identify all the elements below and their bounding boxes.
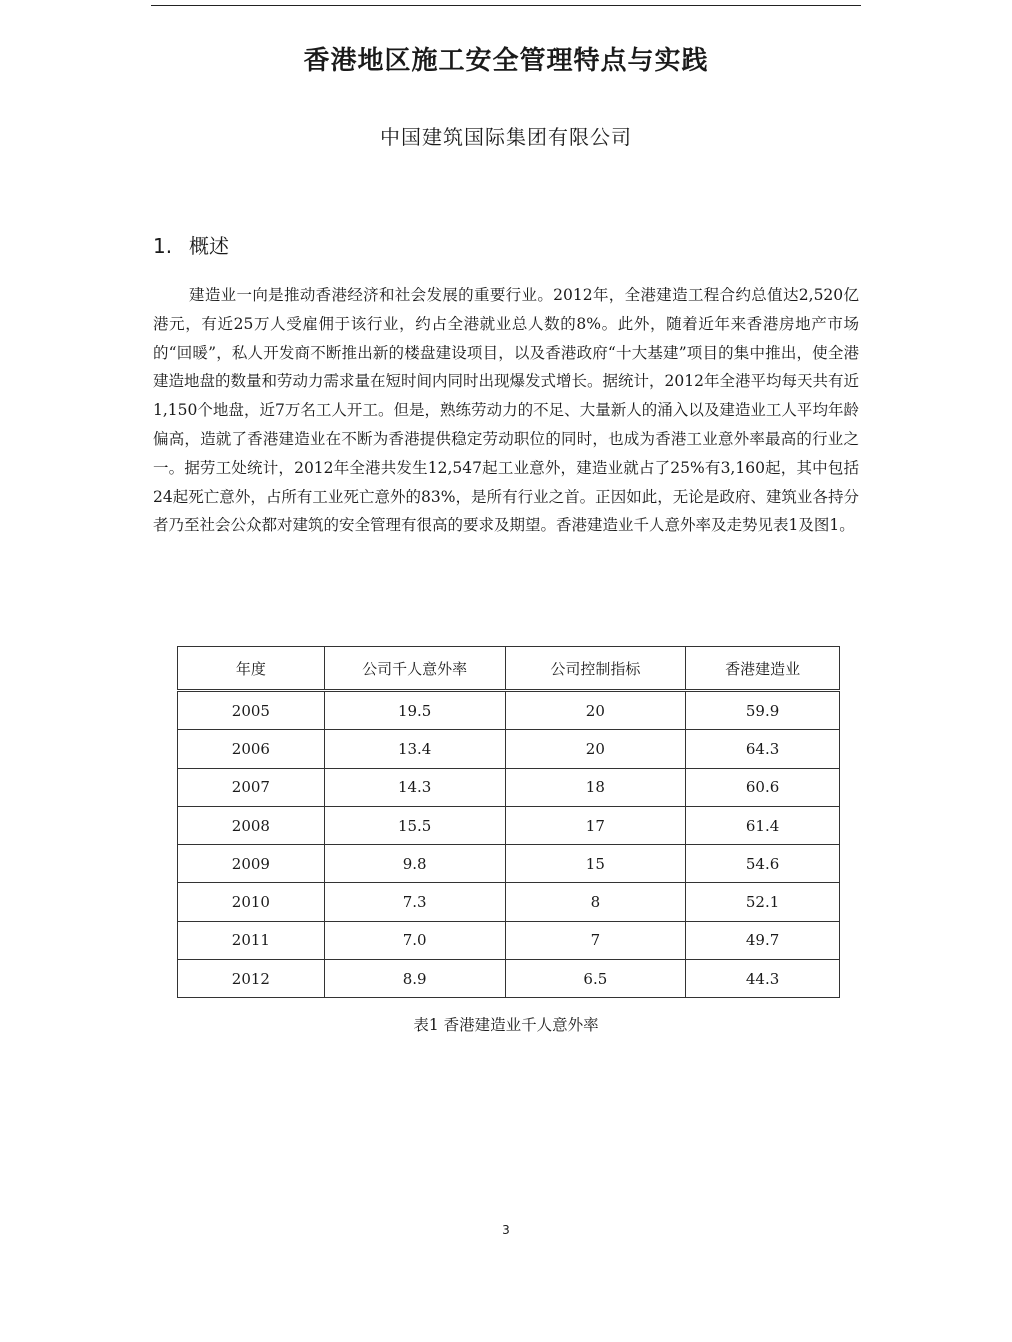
table-cell: 2009 <box>178 845 325 883</box>
table-cell: 20 <box>505 691 686 730</box>
table-cell: 7 <box>505 921 686 959</box>
table-cell: 7.3 <box>324 883 505 921</box>
table-row <box>178 730 840 768</box>
section-heading <box>153 232 229 260</box>
accident-rate-table <box>177 646 840 998</box>
table-cell: 15.5 <box>324 806 505 844</box>
page-number: 3 <box>502 1223 510 1237</box>
section-number: 1. <box>153 234 173 258</box>
table-header-row <box>178 647 840 691</box>
table-cell: 14.3 <box>324 768 505 806</box>
table-cell: 8.9 <box>324 960 505 998</box>
table-cell: 2006 <box>178 730 325 768</box>
table-row <box>178 960 840 998</box>
table-cell: 54.6 <box>686 845 840 883</box>
column-header: 公司控制指标 <box>505 647 686 691</box>
table-cell: 17 <box>505 806 686 844</box>
table-cell: 61.4 <box>686 806 840 844</box>
table-cell: 2010 <box>178 883 325 921</box>
table-caption: 表1 香港建造业千人意外率 <box>413 1016 599 1034</box>
header-rule <box>151 5 861 6</box>
table-cell: 19.5 <box>324 691 505 730</box>
table-row <box>178 883 840 921</box>
table-cell: 13.4 <box>324 730 505 768</box>
table-cell: 2012 <box>178 960 325 998</box>
table-cell: 20 <box>505 730 686 768</box>
table-cell: 2005 <box>178 691 325 730</box>
table-cell: 7.0 <box>324 921 505 959</box>
table-cell: 59.9 <box>686 691 840 730</box>
column-header: 年度 <box>178 647 325 691</box>
table-cell: 60.6 <box>686 768 840 806</box>
table-cell: 15 <box>505 845 686 883</box>
table-cell: 44.3 <box>686 960 840 998</box>
author-organization: 中国建筑国际集团有限公司 <box>380 125 632 149</box>
table-cell: 8 <box>505 883 686 921</box>
table-row <box>178 845 840 883</box>
table-row <box>178 921 840 959</box>
table-cell: 64.3 <box>686 730 840 768</box>
table-cell: 9.8 <box>324 845 505 883</box>
column-header: 香港建造业 <box>686 647 840 691</box>
table-cell: 18 <box>505 768 686 806</box>
column-header: 公司千人意外率 <box>324 647 505 691</box>
document-title: 香港地区施工安全管理特点与实践 <box>303 46 709 76</box>
table-cell: 2011 <box>178 921 325 959</box>
table-row <box>178 806 840 844</box>
body-paragraph: 建造业一向是推动香港经济和社会发展的重要行业。2012年，全港建造工程合约总值达2,520亿港元，有近25万人受雇佣于该行业，约占全港就业总人数的8%。此外，随着近年来香港房地产市场的“回暖”，私人开发商不断推出新的楼盘建设项目，以及香港政府“十大基建”项目的集中推出，使全港建造地盘的数量和劳动力需求量在短时间内同时出现爆发式增长。据统计，2012年全港平均每天共有近1,150个地盘，近7万名工人开工。但是，熟练劳动力的不足、大量新人的涌入以及建造业工人平均年龄偏高，造就了香港建造业在不断为香港提供稳定劳动职位的同时，也成为香港工业意外率最高的行业之一。据劳工处统计，2012年全港共发生12,547起工业意外，建造业就占了25%有3,160起，其中包括24起死亡意外，占所有工业死亡意外的83%，是所有行业之首。正因如此，无论是政府、建筑业各持分者乃至社会公众都对建筑的安全管理有很高的要求及期望。香港建造业千人意外率及走势见表1及图1。 <box>153 286 859 535</box>
table-cell: 6.5 <box>505 960 686 998</box>
section-title: 概述 <box>189 234 229 258</box>
table-row <box>178 768 840 806</box>
table-row <box>178 691 840 730</box>
table-cell: 2007 <box>178 768 325 806</box>
table-cell: 2008 <box>178 806 325 844</box>
table-cell: 49.7 <box>686 921 840 959</box>
table-cell: 52.1 <box>686 883 840 921</box>
